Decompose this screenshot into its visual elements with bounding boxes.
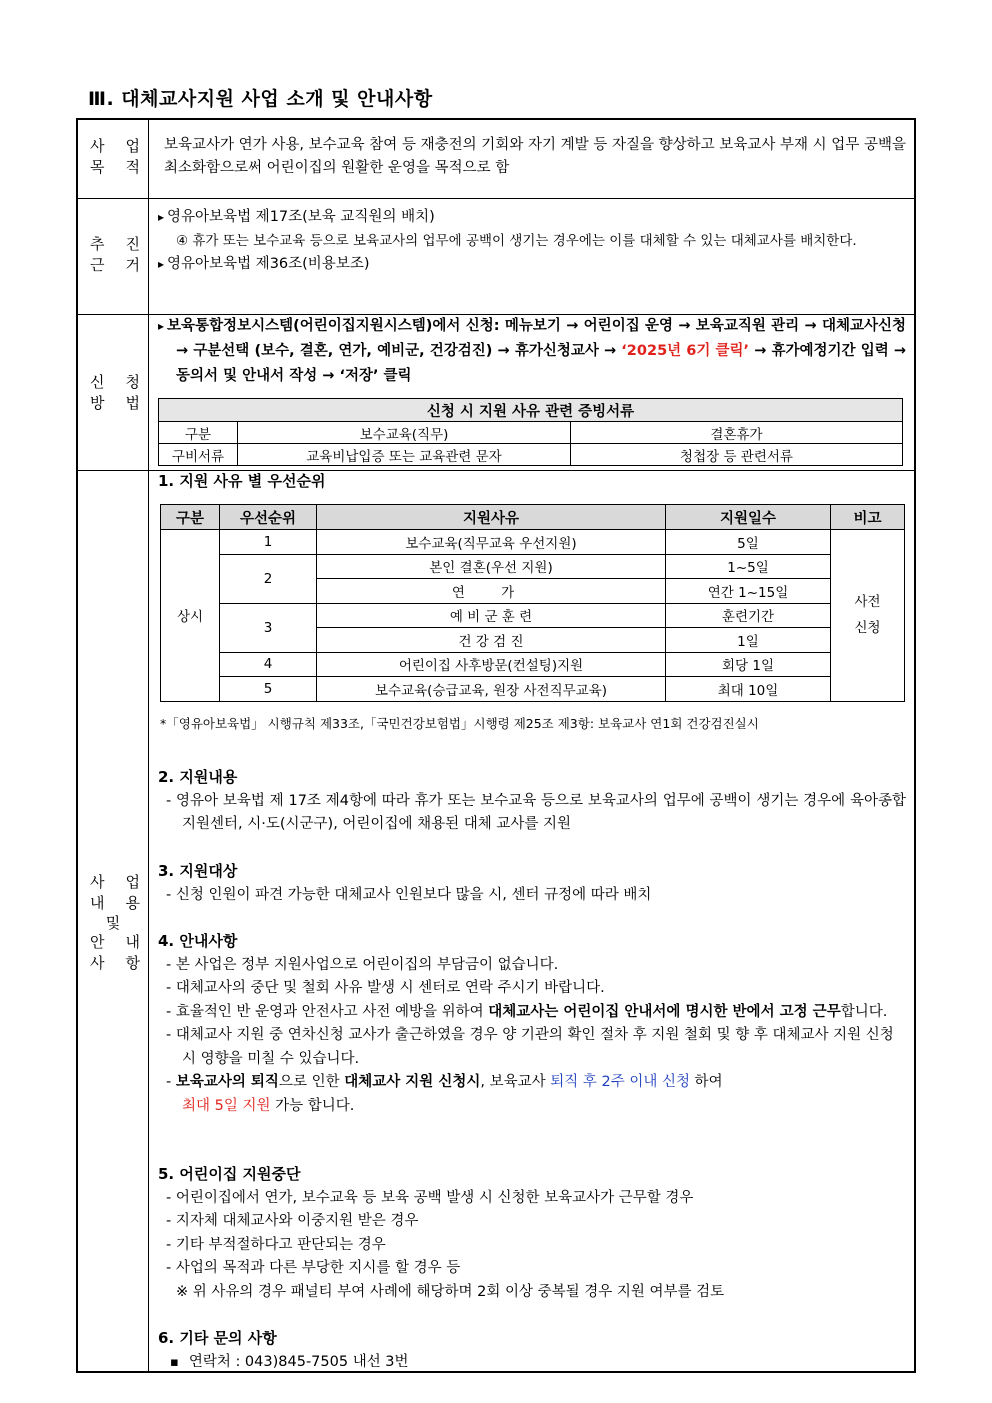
info-table bbox=[76, 118, 916, 1373]
section-target: 3. 지원대상 - 신청 인원이 파견 가능한 대체교사 인원보다 많을 시, 센터 규정에 따라 배치 bbox=[158, 860, 906, 907]
priority-reason: 보수교육(직무교육 우선지원) bbox=[317, 530, 666, 555]
method-highlight: ‘2025년 6기 클릭’ bbox=[621, 343, 750, 359]
section-title: 1. 지원 사유 별 우선순위 bbox=[158, 472, 326, 490]
priority-reason: 연 가 bbox=[317, 579, 666, 604]
label-basis: 추 진 근 거 bbox=[90, 235, 140, 274]
priority-header: 비고 bbox=[831, 505, 905, 530]
priority-days: 회당 1일 bbox=[666, 652, 831, 677]
priority-rank: 2 bbox=[220, 554, 317, 603]
basis-subitem: ④ 휴가 또는 보수교육 등으로 보육교사의 업무에 공백이 생기는 경우에는 이를 대체할 수 있는 대체교사를 배치한다. bbox=[176, 233, 857, 249]
priority-table bbox=[160, 504, 905, 702]
basis-content bbox=[158, 206, 906, 276]
priority-days: 최대 10일 bbox=[666, 677, 831, 702]
doc-col-label: 결혼휴가 bbox=[571, 422, 903, 444]
document-table bbox=[158, 398, 903, 466]
priority-rank: 5 bbox=[220, 677, 317, 702]
doc-row-label: 구비서류 bbox=[159, 444, 238, 466]
priority-header: 지원일수 bbox=[666, 505, 831, 530]
priority-reason: 예 비 군 훈 련 bbox=[317, 603, 666, 628]
priority-header: 우선순위 bbox=[220, 505, 317, 530]
doc-cell: 청첩장 등 관련서류 bbox=[571, 444, 903, 466]
purpose-text: 보육교사가 연가 사용, 보수교육 참여 등 재충전의 기회와 자기 계발 등 자질을 향상하고 보육교사 부재 시 업무 공백을 최소화함으로써 어린이집의 원활한 운영을 목적으로 함 bbox=[164, 137, 906, 176]
doc-col-label: 보수교육(직무) bbox=[238, 422, 571, 444]
priority-note: 사전 신청 bbox=[831, 530, 905, 702]
priority-reason: 보수교육(승급교육, 원장 사전직무교육) bbox=[317, 677, 666, 702]
priority-reason: 어린이집 사후방문(컨설팅)지원 bbox=[317, 652, 666, 677]
priority-reason: 본인 결혼(우선 지원) bbox=[317, 554, 666, 579]
priority-days: 1일 bbox=[666, 628, 831, 653]
row-divider bbox=[78, 198, 914, 199]
label-column bbox=[78, 120, 149, 1371]
priority-rank: 4 bbox=[220, 652, 317, 677]
doc-col-label: 구분 bbox=[159, 422, 238, 444]
document-table-title: 신청 시 지원 사유 관련 증빙서류 bbox=[159, 399, 903, 422]
priority-rank: 3 bbox=[220, 603, 317, 652]
label-purpose: 사 업 목 적 bbox=[90, 137, 140, 176]
priority-header: 구분 bbox=[161, 505, 220, 530]
priority-header: 지원사유 bbox=[317, 505, 666, 530]
priority-days: 5일 bbox=[666, 530, 831, 555]
priority-category: 상시 bbox=[161, 530, 220, 702]
section-suspension: 5. 어린이집 지원중단 - 어린이집에서 연가, 보수교육 등 보육 공백 발생 시 신청한 보육교사가 근무할 경우 - 지자체 대체교사와 이중지원 받은 경우 - 기타 부적절하다고 판단되는 경우 - 사업의 목적과 다른 부당한 지시를 할 경우 등 ※ 위 사유의 경우 패널티 부여 사례에 해당하며 2회 이상 중복될 경우 지원 여부를 검토 bbox=[158, 1163, 906, 1304]
doc-cell: 교육비납입증 또는 교육관련 문자 bbox=[238, 444, 571, 466]
contact-info: ▪ 연락처 : 043)845-7505 내선 3번 bbox=[158, 1351, 906, 1375]
priority-reason: 건 강 검 진 bbox=[317, 628, 666, 653]
section-notice: 4. 안내사항 - 본 사업은 정부 지원사업으로 어린이집의 부담금이 없습니다. - 대체교사의 중단 및 철회 사유 발생 시 센터로 연락 주시기 바랍니다. - 효율적인 반 운영과 안전사고 사전 예방을 위하여 대체교사는 어린이집 안내서에 명시한 반에서 고정 근무합니다. - 대체교사 지원 중 연차신청 교사가 출근하였을 경우 양 기관의 확인 절차 후 지원 철회 및 향 후 대체교사 지원 신청 시 영향을 미칠 수 있습니다. - 보육교사의 퇴직으로 인한 대체교사 지원 신청시, 보육교사 퇴직 후 2주 이내 신청 하여 최대 5일 지원 가능 합니다. bbox=[158, 930, 906, 1118]
label-content: 사 업 내 용 및 안 내 사 항 bbox=[90, 873, 140, 972]
basis-item: ▸ 영유아보육법 제36조(비용보조) bbox=[158, 253, 906, 276]
footnote: *「영유아보육법」 시행규칙 제33조,「국민건강보험법」시행령 제25조 제3항: 보육교사 연1회 건강검진실시 bbox=[160, 716, 759, 731]
page-title: Ⅲ. 대체교사지원 사업 소개 및 안내사항 bbox=[88, 88, 433, 110]
priority-days: 1~5일 bbox=[666, 554, 831, 579]
basis-item: ▸ 영유아보육법 제17조(보육 교직원의 배치) bbox=[158, 206, 906, 229]
section-support-content: 2. 지원내용 - 영유아 보육법 제 17조 제4항에 따라 휴가 또는 보수교육 등으로 보육교사의 업무에 공백이 생기는 경우에 육아종합지원센터, 시·도(시군구), 어린이집에 채용된 대체 교사를 지원 bbox=[158, 766, 906, 837]
method-text: ▸ 보육통합정보시스템(어린이집지원시스템)에서 신청: 메뉴보기 → 어린이집 운영 → 보육교직원 관리 → 대체교사신청 → 구분선택 (보수, 결혼, 연가, 예비군, 건강검진) → 휴가신청교사 → ‘2025년 6기 클릭’ → 휴가예정기간 입력 → 동의서 및 안내서 작성 → ‘저장’ 클릭 bbox=[158, 314, 906, 389]
priority-days: 훈련기간 bbox=[666, 603, 831, 628]
priority-rank: 1 bbox=[220, 530, 317, 555]
label-method: 신 청 방 법 bbox=[90, 373, 140, 412]
section-contact: 6. 기타 문의 사항 ▪ 연락처 : 043)845-7505 내선 3번 bbox=[158, 1327, 906, 1374]
priority-days: 연간 1~15일 bbox=[666, 579, 831, 604]
